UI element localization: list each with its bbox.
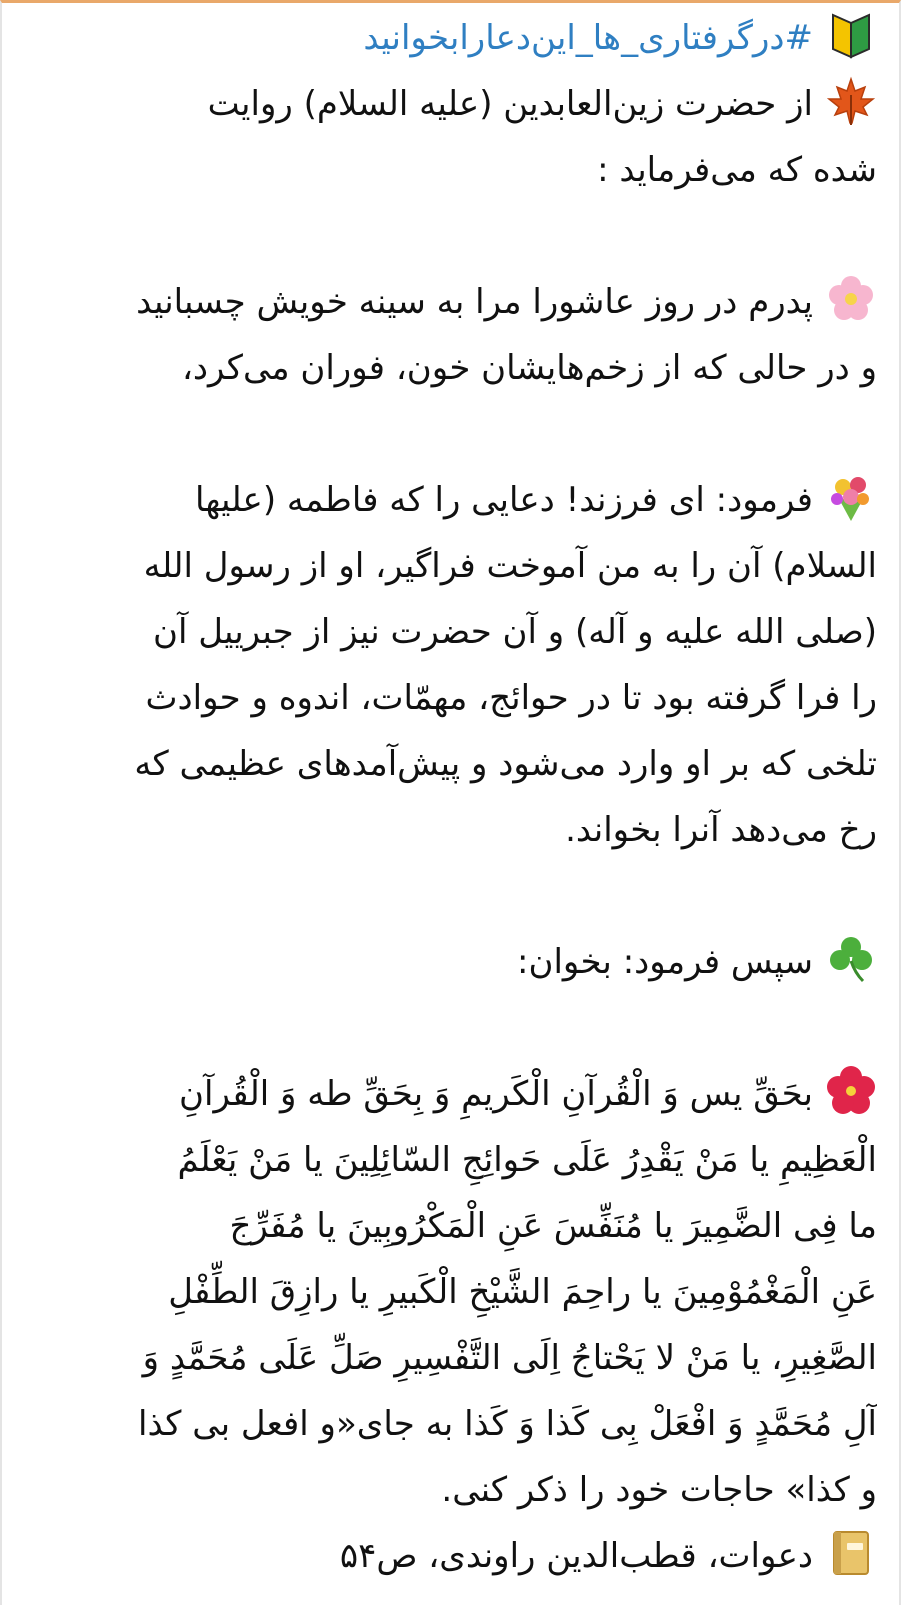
hashtag-line: [20, 5, 877, 71]
paragraph-2-text-1: فرمود: ای فرزند! دعایی را که فاطمه (علیها: [195, 480, 813, 520]
hibiscus-icon: [825, 1065, 877, 1117]
paragraph-2-line-6: رخ می‌دهد آنرا بخواند.: [565, 810, 877, 850]
source-line: [20, 1523, 877, 1589]
paragraph-2-line-5: تلخی که بر او وارد می‌شود و پیش‌آمدهای عظیمی که: [134, 744, 877, 784]
cherry-blossom-icon: [825, 273, 877, 325]
paragraph-1-line-2: و در حالی که از زخم‌هایشان خون، فوران می‌کرد،: [181, 348, 877, 388]
dua-line-5: الصَّغِیرِ، یا مَنْ لا یَحْتاجُ اِلَی التَّفْسِیرِ صَلِّ عَلَی مُحَمَّدٍ وَ: [142, 1338, 877, 1378]
maple-leaf-icon: [825, 75, 877, 127]
source-text: دعوات، قطب‌الدین راوندی، ص۵۴: [339, 1536, 813, 1576]
paragraph-2-line-4: را فرا گرفته بود تا در حوائج، مهمّات، اندوه و حوادث: [145, 678, 877, 718]
dua-line-7: و کذا» حاجات خود را ذکر کنی.: [441, 1470, 877, 1510]
shamrock-icon: [825, 933, 877, 985]
hashtag-link[interactable]: #درگرفتاری_ها_این‌دعارابخوانید: [363, 18, 813, 58]
dua-line-4: عَنِ الْمَغْمُوْمِینَ یا راحِمَ الشَّیْخِ الْکَبیرِ یا رازِقَ الطِّفْلِ: [168, 1272, 877, 1312]
dua-line-3: ما فِی الضَّمِیرَ یا مُنَفِّسَ عَنِ الْمَکْرُوبِینَ یا مُفَرِّجَ: [229, 1206, 877, 1246]
intro-line-1: [20, 71, 877, 137]
paragraph-3-line-1: [20, 929, 877, 995]
blank-line: [20, 995, 877, 1061]
beginner-badge-icon: [825, 9, 877, 61]
intro-text-1: از حضرت زین‌العابدین (علیه السلام) روایت: [207, 84, 813, 124]
paragraph-2-line-3: (صلی الله علیه و آله) و آن حضرت نیز از جبرییل آن: [152, 612, 877, 652]
blank-line: [20, 203, 877, 269]
paragraph-1-text-1: پدرم در روز عاشورا مرا به سینه خویش چسبانید: [136, 282, 813, 322]
paragraph-1-line-1: [20, 269, 877, 335]
paragraph-2-line-2: السلام) آن را به من آموخت فراگیر، او از رسول الله: [143, 546, 877, 586]
message-text: [20, 5, 877, 1589]
dua-line-1: [20, 1061, 877, 1127]
bouquet-icon: [825, 471, 877, 523]
blank-line: [20, 863, 877, 929]
intro-line-2: شده که می‌فرماید :: [597, 150, 877, 190]
dua-line-6: آلِ مُحَمَّدٍ وَ افْعَلْ بِی کَذا وَ کَذا به جای«و افعل بی کذا: [138, 1404, 877, 1444]
paragraph-3-text-1: سپس فرمود: بخوان:: [517, 942, 813, 982]
blank-line: [20, 401, 877, 467]
dua-line-2: الْعَظِیمِ یا مَنْ یَقْدِرُ عَلَی حَوائِجِ السّائِلِینَ یا مَنْ یَعْلَمُ: [177, 1140, 877, 1180]
paragraph-2-line-1: [20, 467, 877, 533]
dua-text-1: بحَقِّ یس وَ الْقُرآنِ الْکَریمِ وَ بِحَقِّ طه وَ الْقُرآنِ: [179, 1074, 813, 1114]
notebook-icon: [825, 1527, 877, 1579]
